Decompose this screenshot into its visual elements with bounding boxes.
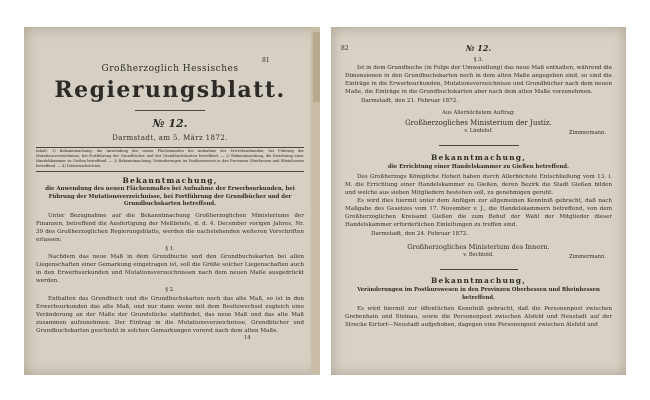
section-heading: § 3. <box>473 57 484 63</box>
masthead-title: Regierungsblatt. <box>54 77 286 103</box>
notice-title: Bekanntmachung, <box>430 275 527 285</box>
section-paragraph: Enthalten das Grundbuch und die Grundbuchskarten noch das alte Maß, so ist in den Erwerbsurkunden das alte Maß, und nur dann wenn mit dem Besitzwechsel zugleich eine Veränderung an der Maße der Grundstücke stattfindet, das neue Maß und das alte Maß zusammen aufzunehmen. Der Eintrag in die Mutationsverzeichnisse, Grundbücher und Grundbuchskarten geschieht in solchen Gemarkungen vorerst nach dem alten Maße. <box>36 295 304 334</box>
notice-title: Bekanntmachung, <box>430 152 527 162</box>
issue-number: № 12. <box>465 43 492 53</box>
page-number: 81 <box>262 57 270 64</box>
masthead-small: Großherzoglich Hessisches <box>101 64 239 74</box>
divider <box>439 145 519 146</box>
right-page <box>331 27 626 375</box>
ministry-name: Großherzogliches Ministerium des Innern. <box>407 242 550 251</box>
notice-title: Bekanntmachung, <box>122 176 218 185</box>
date-line: Darmstadt, den 24. Februar 1872. <box>371 230 469 237</box>
notice-subtitle: Veränderungen im Postkurswesen in den Provinzen Oberhessen und Rheinhessen betreffend. <box>357 286 600 301</box>
section-paragraph: Ist in dem Grundbuche (in Folge der Umwandlung) das neue Maß enthalten, während die Dimensionen in den Grundbuchskarten noch in dem alten Maße angegeben sind, so sind die Einträge in die Erwerbsurkunden, Mutationsverzeichnisse und Grundbücher nach dem neuen Maße, die Einträge in die Grundbuchskarten aber nach dem alten Maße vorzunehmen. <box>345 65 612 96</box>
clerk-name: Zimmermann. <box>569 129 606 136</box>
notice-paragraph: Des Großherzogs Königliche Hoheit haben durch Allerhöchste Entschließung vom 13. l. M. die Errichtung einer Handelskammer zu Gießen, deren Bezirk die Stadt Gießen bilden und welche aus sieben Mitgliedern bestehen soll, zu genehmigen geruht. <box>345 173 612 196</box>
divider <box>36 147 304 148</box>
date-line: Darmstadt, den 21. Februar 1872. <box>361 98 459 105</box>
notice-paragraph: Es wird hiermit zur öffentlichen Kenntniß gebracht, daß die Personenpost zwischen Grebenhain und Steinau, sowie die Personenpost zwischen Alsfeld und Neustadt auf der Strecke Kirtorf—Neustadt aufgehoben, dagegen eine Personenpost zwischen Alsfeld und <box>345 305 612 328</box>
issue-number: № 12. <box>152 117 188 130</box>
left-page-content <box>36 27 304 342</box>
contents-summary: Inhalt: 1) Bekanntmachung, die Anwendung des neuen Flächenmaßes bei Aufnahme der Erwerbsurkunden, bei Führung der Mutationsverzeichnisse, bei Fortführung der Grundbücher und der Grundbuchskarten betreffend. — 2) Bekanntmachung, die Errichtung einer Handelskammer zu Gießen betreffend. — 3) Bekanntmachung, Veränderungen im Postkurswesen in den Provinzen Oberhessen und Rheinhessen betreffend. — 4) Dienstnachrichten. <box>36 149 304 168</box>
signer-name: v. Lindelof. <box>464 127 493 134</box>
ornament-rule <box>135 110 205 111</box>
notice-paragraph: Es wird dies hiermit unter dem Anfügen zur allgemeinen Kenntniß gebracht, daß nach Maßgabe des Gesetzes vom 17. November v. J., die Handelskammern betreffend, von dem Großherzoglichen Kreisamt Gießen die zum Behuf der Wahl der Mitglieder dieser Handelskammer erforderlichen Einleitungen zu treffen sind. <box>345 197 612 228</box>
notice-subtitle: die Anwendung des neuen Flächenmaßes bei Aufnahme der Erwerbsurkunden, bei Führung der Mutationsverzeichnisse, bei Fortführung der Grundbücher und der Grundbuchskarten betreffend. <box>45 186 295 208</box>
section-heading: § 2. <box>165 287 175 294</box>
page-number: 82 <box>341 45 349 52</box>
authority-line: Aus Allerhöchstem Auftrag: <box>442 110 515 117</box>
dateline: Darmstadt, am 5. März 1872. <box>112 134 228 142</box>
clerk-name: Zimmermann. <box>569 253 606 260</box>
spine-label <box>313 32 320 102</box>
right-page-content <box>341 27 612 329</box>
left-page <box>24 27 320 375</box>
divider <box>440 269 518 270</box>
intro-paragraph: Unter Bezugnahme auf die Bekanntmachung Großherzoglichen Ministeriums der Finanzen, betreffend die Ausfertigung der Meßbriefe, d. d. 4. December vorigen Jahres, Nr. 39 des Großherzoglichen Regierungsblatts, werden die nachstehenden weiteren Vorschriften erlassen: <box>36 212 304 243</box>
signature-mark: 14 <box>244 334 251 341</box>
signer-name: v. Bechtold. <box>463 251 494 258</box>
section-paragraph: Nachdem das neue Maß in dem Grundbuche und den Grundbuchskarten bei allen Liegenschaften einer Gemarkung eingetragen ist, soll die Größe solcher Liegenschaften auch in den Erwerbsurkunden und Mutationsverzeichnissen nach dem neuen Maße ausgedrückt werden. <box>36 254 304 285</box>
notice-subtitle: die Errichtung einer Handelskammer zu Gießen betreffend. <box>388 163 569 170</box>
ministry-name: Großherzogliches Ministerium der Justiz. <box>405 118 552 127</box>
divider <box>36 171 304 172</box>
section-heading: § 1. <box>165 245 175 252</box>
